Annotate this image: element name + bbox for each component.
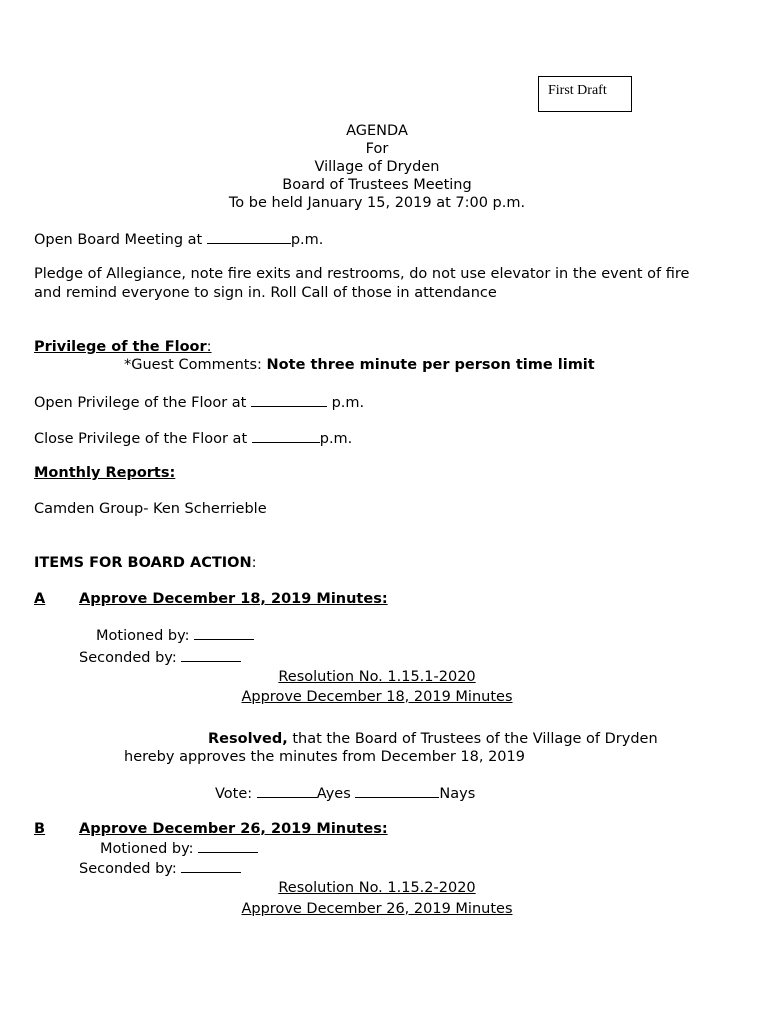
monthly-reports-heading: Monthly Reports: [34,465,176,481]
item-a-resolved-bold: Resolved, [208,731,288,747]
item-a-nays-label: Nays [439,786,476,802]
item-a-ayes-blank [257,784,317,798]
item-a-vote-label: Vote: [215,786,257,802]
guest-comments-prefix: *Guest Comments: [124,357,267,373]
item-b-title: Approve December 26, 2019 Minutes: [79,821,388,837]
items-for-board-action-heading [34,554,257,572]
open-privilege-suffix: p.m. [326,395,365,411]
close-privilege-line [34,429,352,448]
agenda-for: For [365,141,389,157]
item-b-resolution-number: Resolution No. 1.15.2-2020 [278,880,476,896]
item-a-resolved-line-2: hereby approves the minutes from December 18, 2019 [124,749,525,765]
item-a-resolution-number: Resolution No. 1.15.1-2020 [278,669,476,685]
close-privilege-time-blank [252,429,320,443]
item-b-letter: B [34,821,46,837]
item-b-motioned-label: Motioned by: [100,841,199,857]
item-a-motioned-blank [194,626,254,640]
agenda-title: AGENDA [346,123,408,139]
item-b-motioned-blank [198,839,258,853]
pledge-line-2: and remind everyone to sign in. Roll Call of those in attendance [34,285,497,301]
item-b-motioned [100,839,258,858]
meeting-name: Board of Trustees Meeting [282,177,472,193]
guest-comments-limit: Note three minute per person time limit [266,357,595,373]
item-a-nays-blank [355,784,439,798]
item-b-seconded [79,859,241,878]
item-a-motioned [96,626,254,645]
open-meeting-prefix: Open Board Meeting at [34,232,207,248]
open-privilege-prefix: Open Privilege of the Floor at [34,395,251,411]
item-b-seconded-blank [181,859,241,873]
privilege-heading [34,338,212,356]
item-a-resolved-text: that the Board of Trustees of the Village of Dryden [287,731,658,747]
item-b-resolution-title: Approve December 26, 2019 Minutes [241,901,513,917]
first-draft-label: First Draft [548,83,607,98]
privilege-heading-colon: : [206,339,212,355]
village-name: Village of Dryden [314,159,440,175]
guest-comments [124,356,595,374]
close-privilege-suffix: p.m. [319,431,353,447]
open-privilege-time-blank [251,393,327,407]
item-a-title: Approve December 18, 2019 Minutes: [79,591,388,607]
privilege-heading-text: Privilege of the Floor [34,339,207,355]
pledge-line-1: Pledge of Allegiance, note fire exits and restrooms, do not use elevator in the event of fire [34,266,690,282]
item-b-seconded-label: Seconded by: [79,861,182,877]
item-a-vote-line [215,784,475,803]
item-a-seconded-label: Seconded by: [79,650,182,666]
items-heading-text: ITEMS FOR BOARD ACTION [34,555,252,571]
open-privilege-line [34,393,364,412]
item-a-seconded [79,648,241,667]
open-meeting-line [34,230,323,249]
open-meeting-time-blank [207,230,291,244]
first-draft-stamp [538,76,632,112]
monthly-report-item: Camden Group- Ken Scherrieble [34,501,267,517]
items-heading-colon: : [251,555,257,571]
item-a-motioned-label: Motioned by: [96,628,195,644]
close-privilege-prefix: Close Privilege of the Floor at [34,431,252,447]
item-a-seconded-blank [181,648,241,662]
open-meeting-suffix: p.m. [290,232,324,248]
meeting-date: To be held January 15, 2019 at 7:00 p.m. [228,195,526,211]
item-a-ayes-label: Ayes [316,786,356,802]
item-a-resolved-line [208,730,658,748]
item-a-letter: A [34,591,46,607]
item-a-resolution-title: Approve December 18, 2019 Minutes [241,689,513,705]
